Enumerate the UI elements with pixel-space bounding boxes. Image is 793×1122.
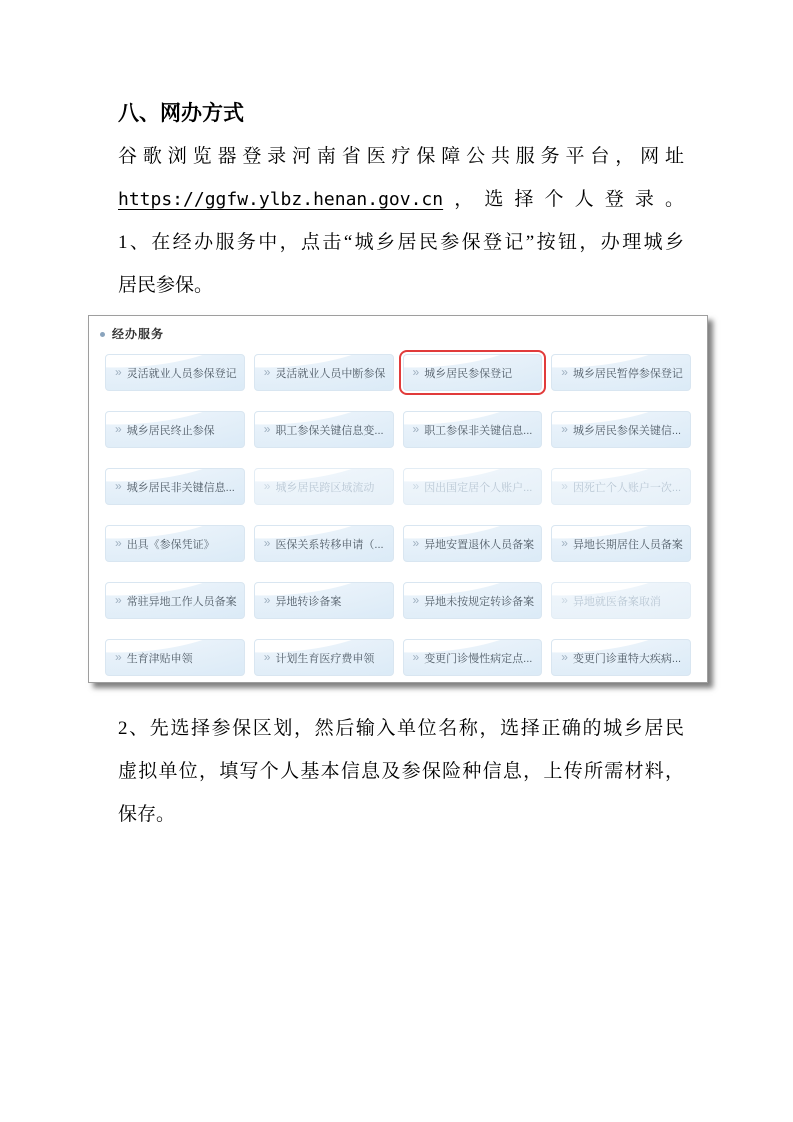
service-button[interactable] <box>403 354 543 391</box>
double-chevron-icon: » <box>115 649 122 664</box>
double-chevron-icon: » <box>561 478 568 493</box>
service-button[interactable] <box>403 468 543 505</box>
intro-text-line: 谷歌浏览器登录河南省医疗保障公共服务平台，网址 <box>118 146 684 167</box>
service-button[interactable] <box>105 468 245 505</box>
double-chevron-icon: » <box>263 535 271 550</box>
service-button-label: 因死亡个人账户一次... <box>572 481 682 494</box>
service-section-title: 经办服务 <box>112 327 165 341</box>
service-button-label: 城乡居民参保登记 <box>424 367 513 380</box>
service-button[interactable] <box>105 525 245 562</box>
double-chevron-icon: » <box>412 535 420 550</box>
service-button[interactable] <box>551 468 691 505</box>
service-button[interactable] <box>105 354 245 391</box>
step2-text-line: 2、先选择参保区划，然后输入单位名称，选择正确的城乡居民 <box>118 718 684 739</box>
double-chevron-icon: » <box>263 364 271 379</box>
double-chevron-icon: » <box>412 421 420 436</box>
double-chevron-icon: » <box>561 421 568 436</box>
service-button-label: 异地安置退休人员备案 <box>424 538 535 551</box>
service-button-label: 异地长期居住人员备案 <box>572 538 683 551</box>
double-chevron-icon: » <box>561 649 568 664</box>
service-button-label: 职工参保关键信息变... <box>275 424 384 437</box>
service-button[interactable] <box>254 582 394 619</box>
service-button[interactable] <box>551 639 691 676</box>
service-button[interactable] <box>105 582 245 619</box>
double-chevron-icon: » <box>561 592 568 607</box>
double-chevron-icon: » <box>561 535 568 550</box>
step1-text-line: 1、在经办服务中，点击“城乡居民参保登记”按钮，办理城乡 <box>118 232 684 253</box>
service-button-label: 职工参保非关键信息... <box>424 424 533 437</box>
service-button[interactable] <box>403 525 543 562</box>
intro-url-suffix: ，选择个人登录。 <box>443 189 684 210</box>
service-button[interactable] <box>551 411 691 448</box>
double-chevron-icon: » <box>115 535 122 550</box>
service-button[interactable] <box>551 525 691 562</box>
service-button-label: 异地就医备案取消 <box>572 595 661 608</box>
service-button-label: 城乡居民跨区域流动 <box>275 481 375 494</box>
service-button-label: 医保关系转移申请（... <box>275 538 384 551</box>
service-button-label: 异地转诊备案 <box>275 595 342 608</box>
service-button[interactable] <box>105 639 245 676</box>
service-button-label: 城乡居民暂停参保登记 <box>572 367 683 380</box>
service-button-label: 出具《参保凭证》 <box>126 538 215 551</box>
double-chevron-icon: » <box>412 592 420 607</box>
service-button[interactable] <box>254 639 394 676</box>
double-chevron-icon: » <box>412 649 420 664</box>
service-button-label: 变更门诊重特大疾病... <box>572 652 682 665</box>
intro-url-line <box>118 178 684 221</box>
service-button-label: 灵活就业人员参保登记 <box>126 367 237 380</box>
bullet-dot-icon <box>100 332 105 337</box>
step2-text-line: 保存。 <box>118 804 176 825</box>
service-button-label: 常驻异地工作人员备案 <box>126 595 237 608</box>
service-button[interactable] <box>403 582 543 619</box>
service-section-header <box>89 316 707 342</box>
section-heading: 八、网办方式 <box>118 102 244 125</box>
double-chevron-icon: » <box>115 478 122 493</box>
service-button[interactable] <box>254 468 394 505</box>
service-button-grid <box>89 342 707 676</box>
service-button[interactable] <box>254 525 394 562</box>
document-body <box>112 92 684 836</box>
double-chevron-icon: » <box>412 364 420 379</box>
service-button-label: 计划生育医疗费申领 <box>275 652 375 665</box>
service-button-label: 城乡居民终止参保 <box>126 424 215 437</box>
embedded-screenshot <box>88 315 708 683</box>
service-button[interactable] <box>254 354 394 391</box>
service-button[interactable] <box>551 582 691 619</box>
double-chevron-icon: » <box>115 592 122 607</box>
platform-url-link[interactable]: https://ggfw.ylbz.henan.gov.cn <box>118 189 444 210</box>
double-chevron-icon: » <box>115 421 122 436</box>
double-chevron-icon: » <box>263 649 271 664</box>
service-button[interactable] <box>105 411 245 448</box>
double-chevron-icon: » <box>263 478 271 493</box>
step1-text-line: 居民参保。 <box>118 275 214 296</box>
service-button-label: 异地未按规定转诊备案 <box>424 595 535 608</box>
double-chevron-icon: » <box>263 421 271 436</box>
step2-text-line: 虚拟单位，填写个人基本信息及参保险种信息，上传所需材料， <box>118 761 684 782</box>
double-chevron-icon: » <box>412 478 420 493</box>
double-chevron-icon: » <box>263 592 271 607</box>
service-button-label: 城乡居民参保关键信... <box>572 424 682 437</box>
service-button[interactable] <box>551 354 691 391</box>
service-button-label: 生育津贴申领 <box>126 652 193 665</box>
service-button-label: 城乡居民非关键信息... <box>126 481 235 494</box>
service-button-label: 因出国定居个人账户... <box>424 481 533 494</box>
double-chevron-icon: » <box>561 364 568 379</box>
service-button[interactable] <box>254 411 394 448</box>
double-chevron-icon: » <box>115 364 122 379</box>
service-button[interactable] <box>403 639 543 676</box>
service-button-label: 灵活就业人员中断参保 <box>275 367 386 380</box>
service-button[interactable] <box>403 411 543 448</box>
service-button-label: 变更门诊慢性病定点... <box>424 652 533 665</box>
